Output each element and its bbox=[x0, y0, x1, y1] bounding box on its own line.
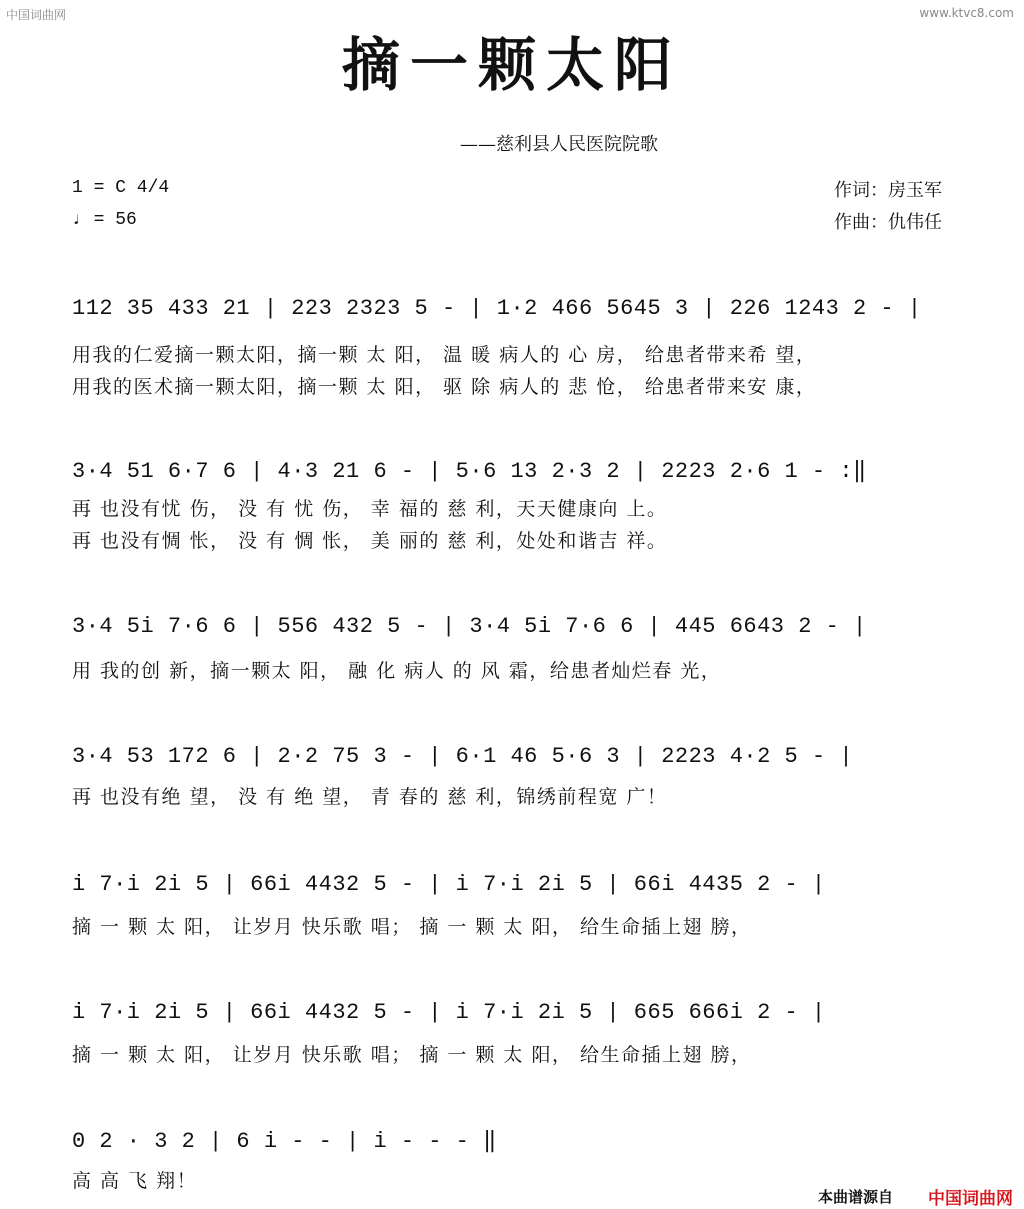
score-notes-4: 3·4 53 172 6 | 2·2 75 3 - | 6·1 46 5·6 3 | 2223 4·2 5 - | bbox=[72, 744, 854, 769]
score-notes-2: 3·4 51 6·7 6 | 4·3 21 6 - | 5·6 13 2·3 2 | 2223 2·6 1 - :‖ bbox=[72, 459, 867, 484]
lyric-line-3: 用 我的创 新，摘一颗太 阳， 融 化 病人 的 风 霜，给患者灿烂春 光， bbox=[72, 660, 722, 682]
lyric-line-7: 高 高 飞 翔！ bbox=[72, 1170, 198, 1192]
watermark-right: www.ktvc8.com bbox=[919, 6, 1014, 20]
score-notes-3: 3·4 5i 7·6 6 | 556 432 5 - | 3·4 5i 7·6 6 | 445 6643 2 - | bbox=[72, 614, 867, 639]
song-subtitle: ——慈利县人民医院院歌 bbox=[460, 134, 658, 155]
footer-site-link[interactable]: 中国词曲网 bbox=[928, 1189, 1013, 1209]
score-notes-6: i 7·i 2i 5 | 66i 4432 5 - | i 7·i 2i 5 | 665 666i 2 - | bbox=[72, 1000, 826, 1025]
lyricist-credit: 作词：房玉军 bbox=[834, 180, 942, 201]
key-signature: 1 = C 4/4 bbox=[72, 178, 170, 198]
score-notes-1: 112 35 433 21 | 223 2323 5 - | 1·2 466 5645 3 | 226 1243 2 - | bbox=[72, 296, 922, 321]
lyric-line-2b: 再 也没有惆 怅， 没 有 惆 怅， 美 丽的 慈 利，处处和谐吉 祥。 bbox=[72, 530, 668, 552]
lyric-line-5: 摘 一 颗 太 阳， 让岁月 快乐歌 唱； 摘 一 颗 太 阳， 给生命插上翅 膀， bbox=[72, 916, 752, 938]
footer-source-label: 本曲谱源自 bbox=[818, 1188, 894, 1206]
score-notes-7: 0 2 · 3 2 | 6 i - - | i - - - ‖ bbox=[72, 1129, 497, 1154]
song-title: 摘一颗太阳 bbox=[341, 31, 682, 99]
score-notes-5: i 7·i 2i 5 | 66i 4432 5 - | i 7·i 2i 5 | 66i 4435 2 - | bbox=[72, 872, 826, 897]
lyric-line-6: 摘 一 颗 太 阳， 让岁月 快乐歌 唱； 摘 一 颗 太 阳， 给生命插上翅 膀， bbox=[72, 1044, 752, 1066]
watermark-left: 中国词曲网 bbox=[6, 8, 67, 22]
composer-credit: 作曲：仇伟任 bbox=[834, 212, 942, 233]
lyric-line-1a: 用我的仁爱摘一颗太阳，摘一颗 太 阳， 温 暖 病人的 心 房， 给患者带来希 望， bbox=[72, 344, 817, 366]
lyric-line-1b: 用我的医术摘一颗太阳，摘一颗 太 阳， 驱 除 病人的 悲 怆， 给患者带来安 康， bbox=[72, 376, 817, 398]
tempo-marking: ♩ = 56 bbox=[72, 210, 137, 230]
lyric-line-4: 再 也没有绝 望， 没 有 绝 望， 青 春的 慈 利，锦绣前程宽 广！ bbox=[72, 786, 668, 808]
lyric-line-2a: 再 也没有忧 伤， 没 有 忧 伤， 幸 福的 慈 利，天天健康向 上。 bbox=[72, 498, 668, 520]
